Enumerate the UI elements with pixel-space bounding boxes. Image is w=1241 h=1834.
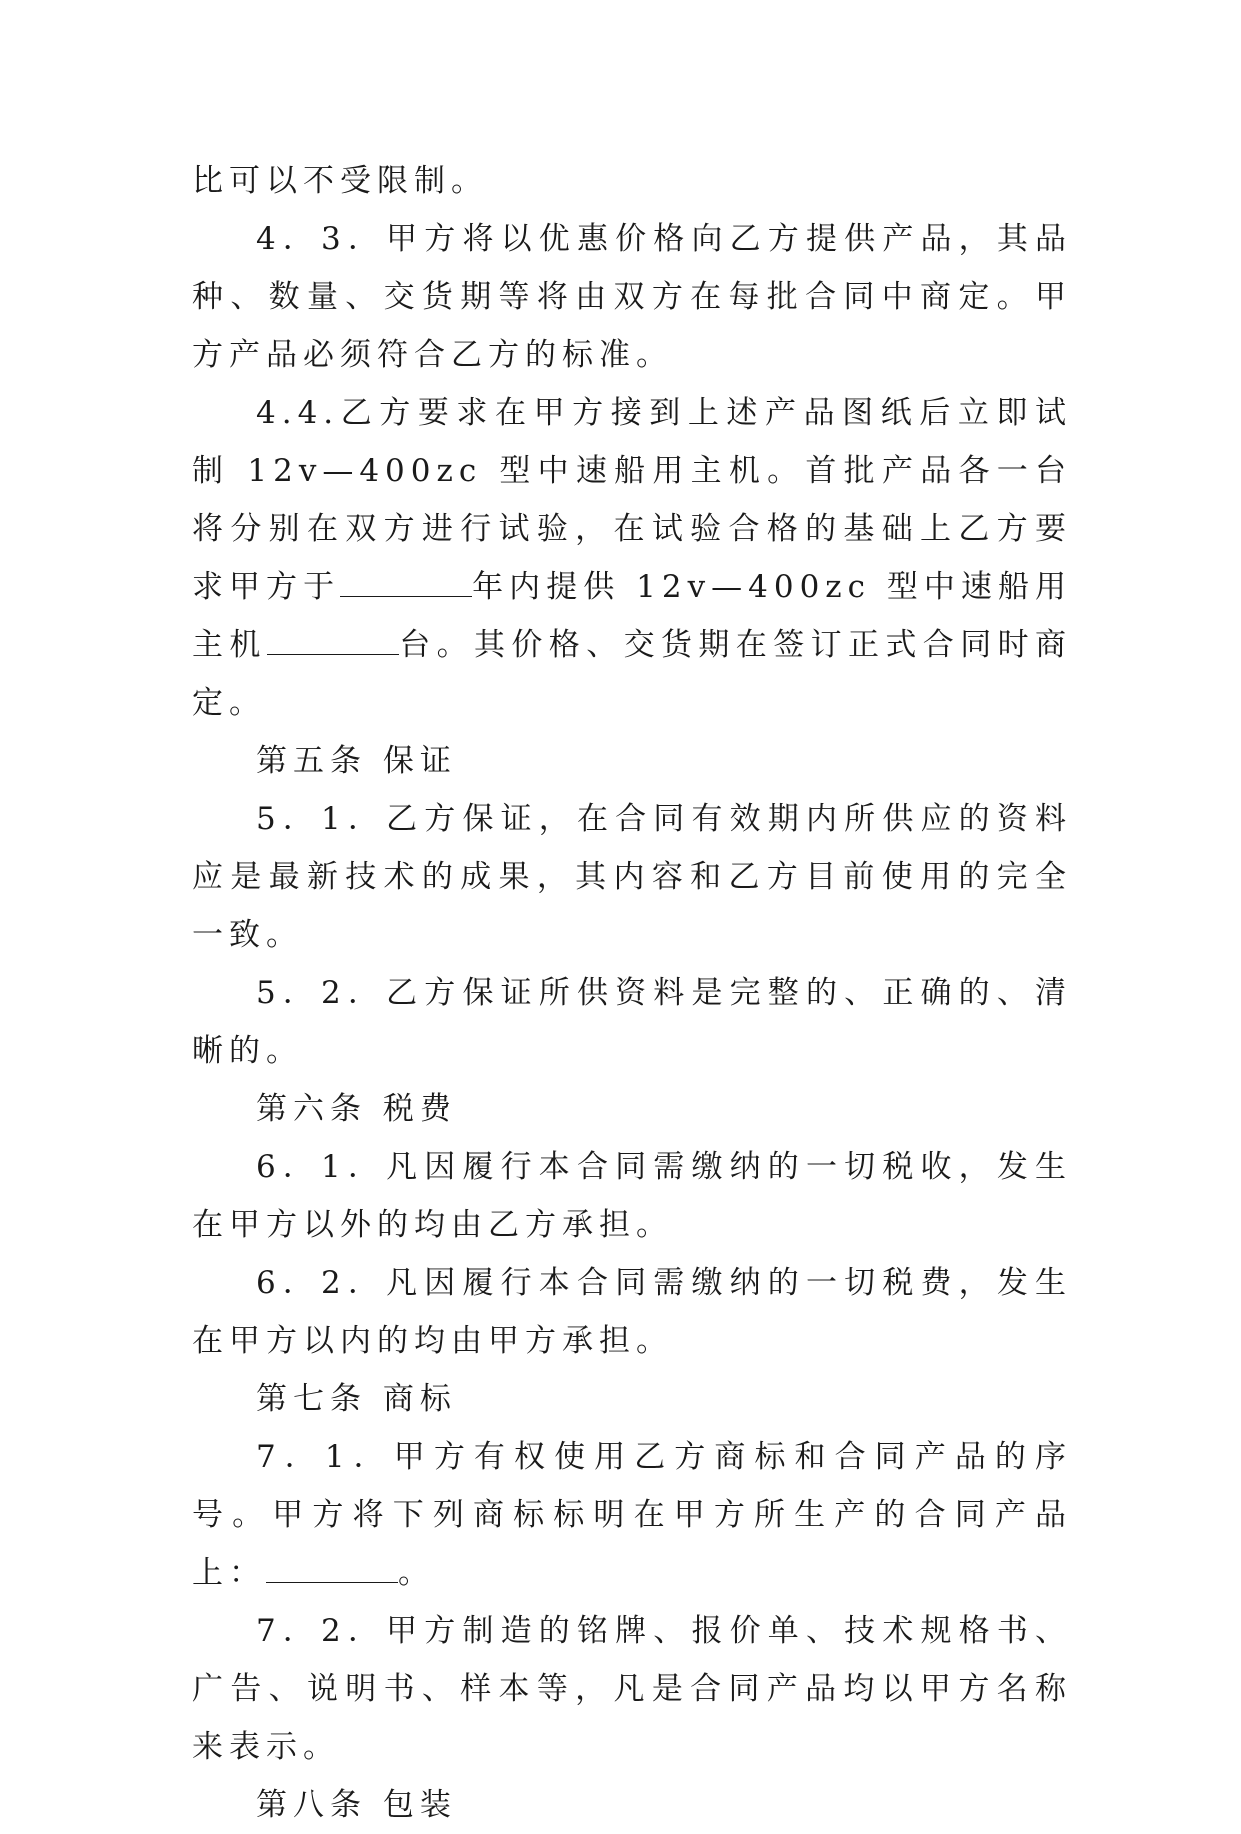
clause-4-4-text-1: 4.4.乙方要求在甲方接到上述产品图纸后立即试制 12v—400zc 型中速船用主机。首批产品各一台将分别在双方进行试验，在试验合格的基础上乙方要求甲方于: [192, 395, 1072, 605]
clause-5-2: 5．2．乙方保证所供资料是完整的、正确的、清晰的。: [192, 975, 1072, 1069]
clause-7-1-text-2: 。: [398, 1555, 435, 1591]
fill-blank-trademark[interactable]: [266, 1552, 398, 1583]
clause-7-2: 7．2．甲方制造的铭牌、报价单、技术规格书、广告、说明书、样本等，凡是合同产品均以甲方名称来表示。: [192, 1613, 1072, 1765]
clause-6-2: 6．2．凡因履行本合同需缴纳的一切税费，发生在甲方以内的均由甲方承担。: [192, 1265, 1072, 1359]
clause-5-1: 5．1．乙方保证，在合同有效期内所供应的资料应是最新技术的成果，其内容和乙方目前使用的完全一致。: [192, 801, 1072, 953]
fill-blank-years[interactable]: [340, 566, 472, 597]
article-7-heading: 第七条 商标: [256, 1381, 457, 1417]
article-5-heading: 第五条 保证: [256, 743, 457, 779]
clause-7-1: [192, 1428, 1072, 1602]
clause-7-1-text-1: 7．1．甲方有权使用乙方商标和合同产品的序号。甲方将下列商标标明在甲方所生产的合同产品上：: [192, 1439, 1072, 1591]
article-6-heading: 第六条 税费: [256, 1091, 457, 1127]
clause-4-3: 4．3．甲方将以优惠价格向乙方提供产品，其品种、数量、交货期等将由双方在每批合同中商定。甲方产品必须符合乙方的标准。: [192, 221, 1072, 373]
clause-4-4-text-3: 台。其价格、交货期在签订正式合同时商定。: [192, 627, 1073, 721]
article-8-heading: 第八条 包装: [256, 1787, 457, 1823]
clause-6-1: 6．1．凡因履行本合同需缴纳的一切税收，发生在甲方以外的均由乙方承担。: [192, 1149, 1072, 1243]
contract-body: [192, 152, 1072, 1834]
clause-4-4-text-2: 年内提供 12v—400zc 型中速船用主机: [192, 569, 1072, 663]
paragraph-continued: 比可以不受限制。: [192, 163, 488, 199]
clause-4-4: [192, 384, 1072, 732]
fill-blank-units[interactable]: [267, 624, 399, 655]
